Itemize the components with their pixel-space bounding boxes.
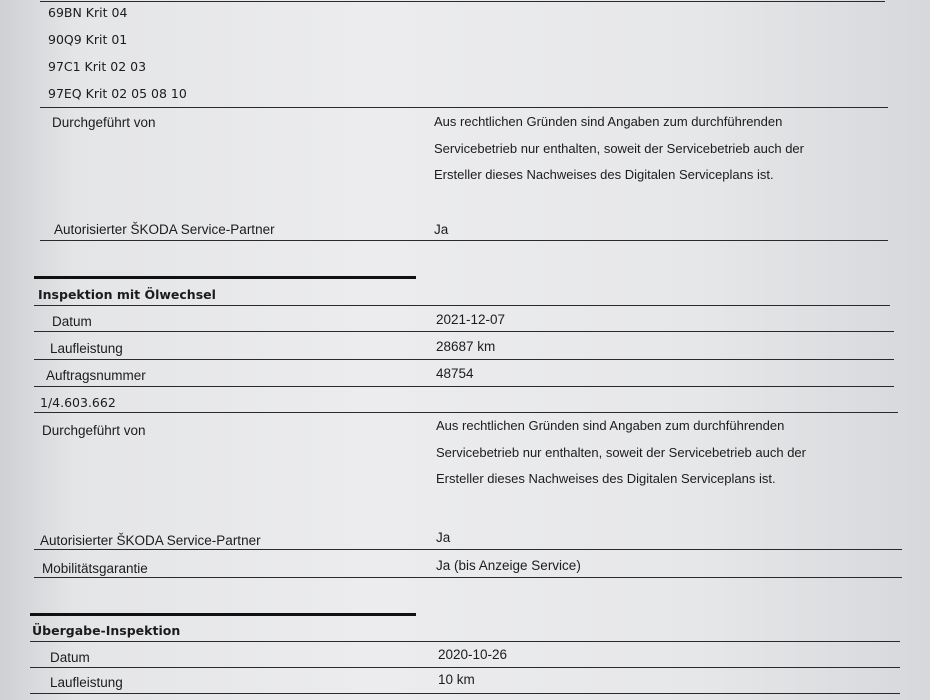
date-label: Datum [50, 650, 90, 665]
criteria-item: 97C1 Krit 02 03 [48, 59, 147, 74]
mileage-label: Laufleistung [50, 675, 123, 690]
date-label: Datum [52, 314, 92, 329]
mileage-label: Laufleistung [50, 341, 123, 356]
divider [40, 240, 888, 241]
partner-label: Autorisierter ŠKODA Service-Partner [40, 533, 261, 548]
section-title: Übergabe-Inspektion [32, 623, 181, 638]
divider [34, 331, 894, 332]
criteria-item: 90Q9 Krit 01 [48, 32, 128, 47]
performed-by-label: Durchgeführt von [42, 423, 146, 438]
performed-by-text [436, 413, 806, 493]
paragraph-line: Servicebetrieb nur enthalten, soweit der Servicebetrieb auch der [436, 444, 806, 460]
paragraph-line: Aus rechtlichen Gründen sind Angaben zum durchführenden [434, 114, 783, 129]
divider [40, 107, 888, 108]
order-number-value: 48754 [436, 366, 474, 381]
divider [34, 549, 902, 550]
divider [34, 305, 890, 306]
mobility-guarantee-value: Ja (bis Anzeige Service) [436, 558, 581, 573]
date-value: 2021-12-07 [436, 312, 506, 327]
divider [30, 641, 900, 642]
performed-by-text [434, 109, 804, 189]
section-rule [34, 276, 416, 279]
divider [34, 386, 894, 387]
divider [30, 667, 900, 668]
section-rule [30, 613, 416, 616]
partner-label: Autorisierter ŠKODA Service-Partner [54, 222, 275, 237]
paragraph-line: Ersteller dieses Nachweises des Digitalen Serviceplans ist. [434, 167, 774, 182]
part-code: 1/4.603.662 [40, 395, 116, 410]
partner-value: Ja [434, 222, 449, 237]
section-title: Inspektion mit Ölwechsel [38, 287, 216, 302]
mobility-guarantee-label: Mobilitätsgarantie [42, 561, 148, 576]
mileage-value: 10 km [438, 672, 475, 687]
divider [34, 359, 894, 360]
order-number-label: Auftragsnummer [46, 368, 146, 383]
divider [34, 577, 902, 578]
divider [40, 1, 885, 2]
paragraph-line: Aus rechtlichen Gründen sind Angaben zum durchführenden [436, 418, 785, 433]
paragraph-line: Ersteller dieses Nachweises des Digitalen Serviceplans ist. [436, 471, 776, 486]
performed-by-label: Durchgeführt von [52, 115, 156, 130]
divider [30, 693, 900, 694]
criteria-item: 69BN Krit 04 [48, 5, 128, 20]
paragraph-line: Servicebetrieb nur enthalten, soweit der Servicebetrieb auch der [434, 140, 804, 156]
partner-value: Ja [436, 530, 451, 545]
date-value: 2020-10-26 [438, 647, 508, 662]
mileage-value: 28687 km [436, 339, 496, 354]
criteria-item: 97EQ Krit 02 05 08 10 [48, 86, 187, 101]
